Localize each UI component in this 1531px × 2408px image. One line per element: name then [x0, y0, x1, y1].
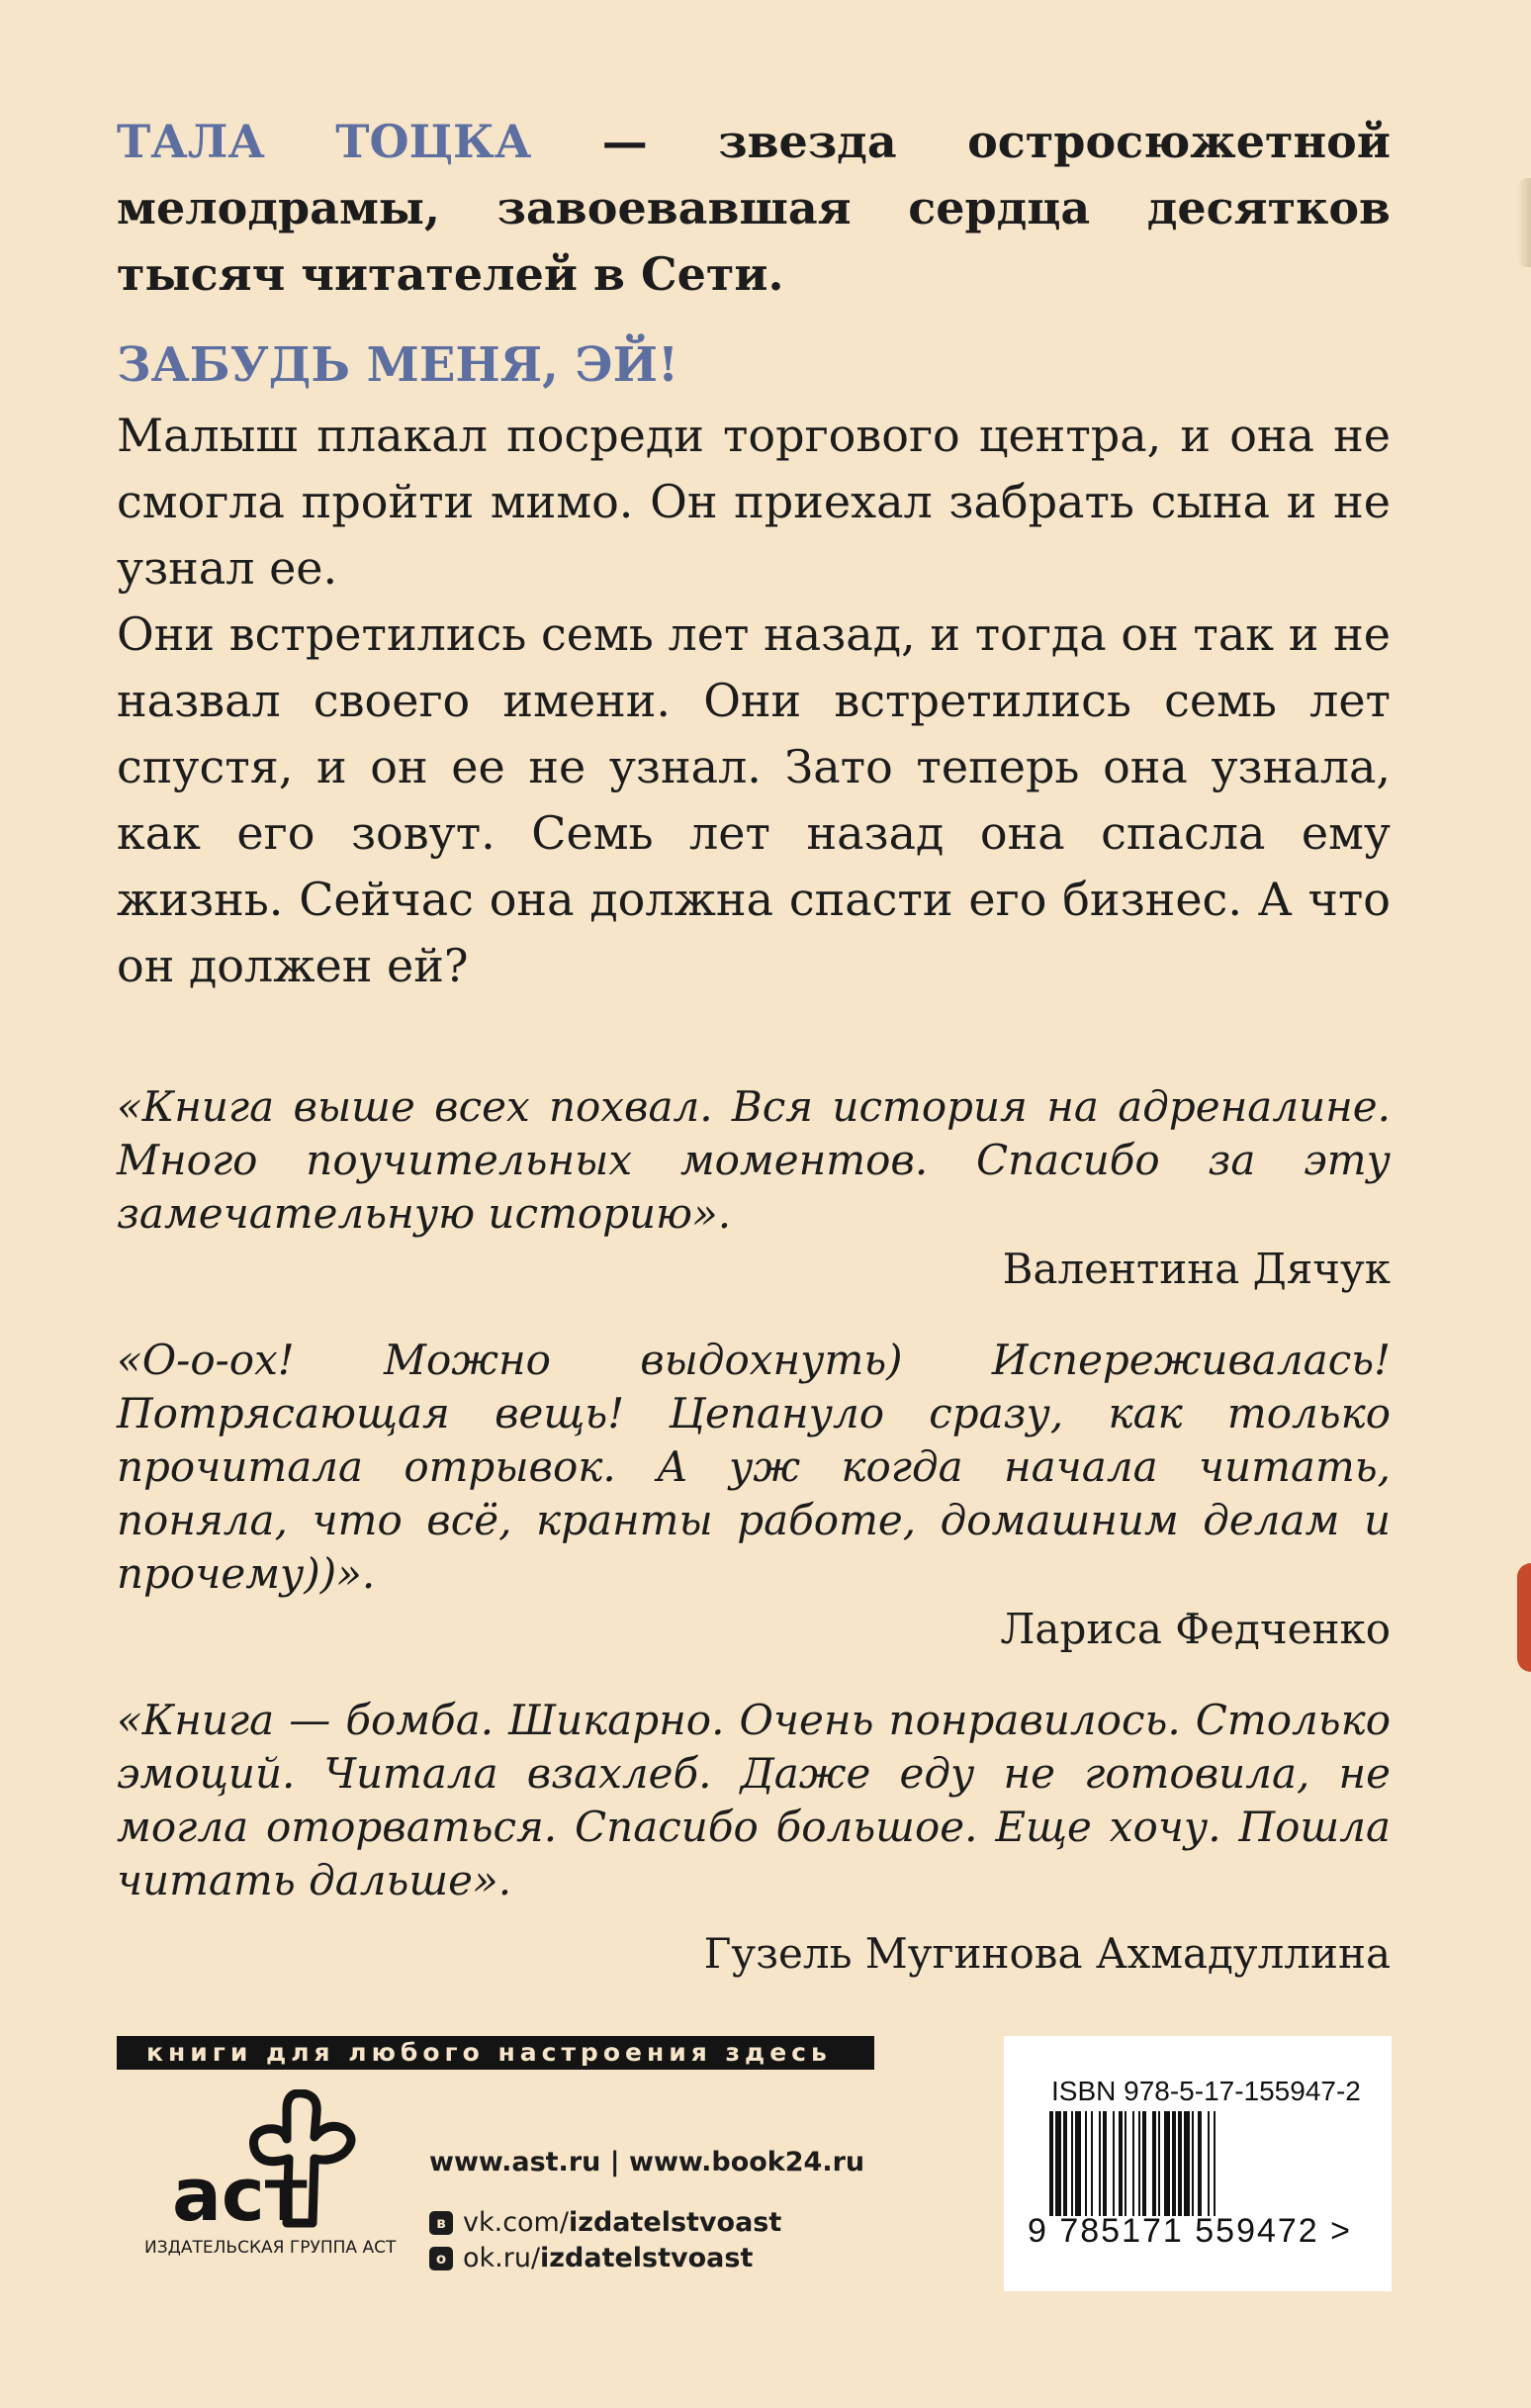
barcode-bar	[1184, 2111, 1190, 2216]
barcode-bar	[1178, 2111, 1182, 2216]
ast-logo-icon	[138, 2089, 396, 2238]
barcode-bar	[1152, 2111, 1156, 2216]
author-intro	[117, 109, 1391, 308]
barcode-bar	[1063, 2111, 1067, 2216]
back-cover-text	[117, 109, 1391, 2018]
barcode-bar	[1125, 2111, 1126, 2216]
synopsis-paragraph: Малыш плакал посреди торгового центра, и она не смогла пройти мимо. Он приехал забрать сына и не узнал ее.	[117, 409, 1391, 595]
barcode-bar	[1158, 2111, 1160, 2216]
book-title: ЗАБУДЬ МЕНЯ, ЭЙ!	[117, 337, 679, 393]
barcode-bar	[1214, 2111, 1216, 2216]
website-links[interactable]: www.ast.ru | www.book24.ru	[429, 2147, 865, 2177]
ok-link[interactable]	[429, 2241, 864, 2276]
barcode-bar	[1085, 2111, 1087, 2216]
review-quote: «Книга — бомба. Шикарно. Очень понравилось. Столько эмоций. Читала взахлеб. Даже еду не готовила, не могла оторваться. Спасибо большое. Еще хочу. Пошла читать дальше».	[117, 1696, 1391, 1904]
vk-icon: в	[429, 2211, 453, 2235]
publisher-links	[429, 2147, 864, 2276]
synopsis	[117, 403, 1391, 999]
synopsis-paragraph: Они встретились семь лет назад, и тогда он так и не назвал своего имени. Они встретились семь лет спустя, и он ее не узнал. Зато теперь она узнала, как его зовут. Семь лет назад она спасла ему жизнь. Сейчас она должна спасти его бизнес. А что он должен ей?	[117, 607, 1391, 992]
publisher-caption: ИЗДАТЕЛЬСКАЯ ГРУППА АСТ	[144, 2238, 397, 2258]
barcode-bar	[1091, 2111, 1093, 2216]
review-author: Валентина Дячук	[1002, 1245, 1391, 1293]
edge-decoration	[1517, 178, 1531, 267]
reviews	[117, 1080, 1391, 1981]
vk-prefix: vk.com/	[463, 2207, 569, 2238]
author-intro-text: — звезда остросюжетной мелодрамы, завоевавшая сердца десятков тысяч читателей в Сети.	[117, 115, 1391, 301]
vk-link[interactable]	[429, 2205, 864, 2241]
barcode-bar	[1049, 2111, 1053, 2216]
edge-decoration	[1517, 1563, 1531, 1672]
barcode-digits: 9 785171 559472 >	[1028, 2212, 1353, 2250]
barcode-bar	[1198, 2111, 1202, 2216]
barcode-bar	[1071, 2111, 1073, 2216]
barcode-bar	[1113, 2111, 1115, 2216]
isbn-barcode	[1004, 2036, 1392, 2291]
ok-handle: izdatelstvoast	[540, 2243, 754, 2273]
logo-text: аст	[172, 2153, 308, 2238]
barcode-bar	[1164, 2111, 1170, 2216]
barcode-bar	[1192, 2111, 1194, 2216]
review-quote: «О-о-ох! Можно выдохнуть) Испереживалась! Потрясающая вещь! Цепануло сразу, как только прочитала отрывок. А уж когда начала читать, поняла, что всё, кранты работе, домашним делам и прочему))».	[117, 1336, 1391, 1598]
tagline-banner: книги для любого настроения здесь	[117, 2036, 874, 2070]
barcode-bar	[1138, 2111, 1140, 2216]
vk-handle: izdatelstvoast	[568, 2207, 782, 2238]
ok-prefix: ok.ru/	[463, 2243, 541, 2273]
publisher-logo	[138, 2089, 396, 2258]
review-quote: «Книга выше всех похвал. Вся история на адреналине. Много поучительных моментов. Спасибо за эту замечательную историю».	[117, 1082, 1391, 1238]
review-author: Лариса Федченко	[1000, 1605, 1391, 1653]
barcode-bar	[1142, 2111, 1146, 2216]
barcode-bar	[1075, 2111, 1081, 2216]
barcode-bar	[1099, 2111, 1101, 2216]
barcode-bar	[1172, 2111, 1176, 2216]
barcode-bar	[1103, 2111, 1107, 2216]
barcode-icon	[1049, 2111, 1346, 2216]
barcode-bar	[1208, 2111, 1210, 2216]
author-name: ТАЛА ТОЦКА	[117, 115, 532, 168]
review-author: Гузель Мугинова Ахмадуллина	[703, 1929, 1391, 1978]
barcode-bar	[1055, 2111, 1061, 2216]
barcode-bar	[1119, 2111, 1123, 2216]
ok-icon: о	[429, 2247, 453, 2270]
barcode-bar	[1132, 2111, 1134, 2216]
isbn-label: ISBN 978-5-17-155947-2	[1051, 2076, 1361, 2106]
